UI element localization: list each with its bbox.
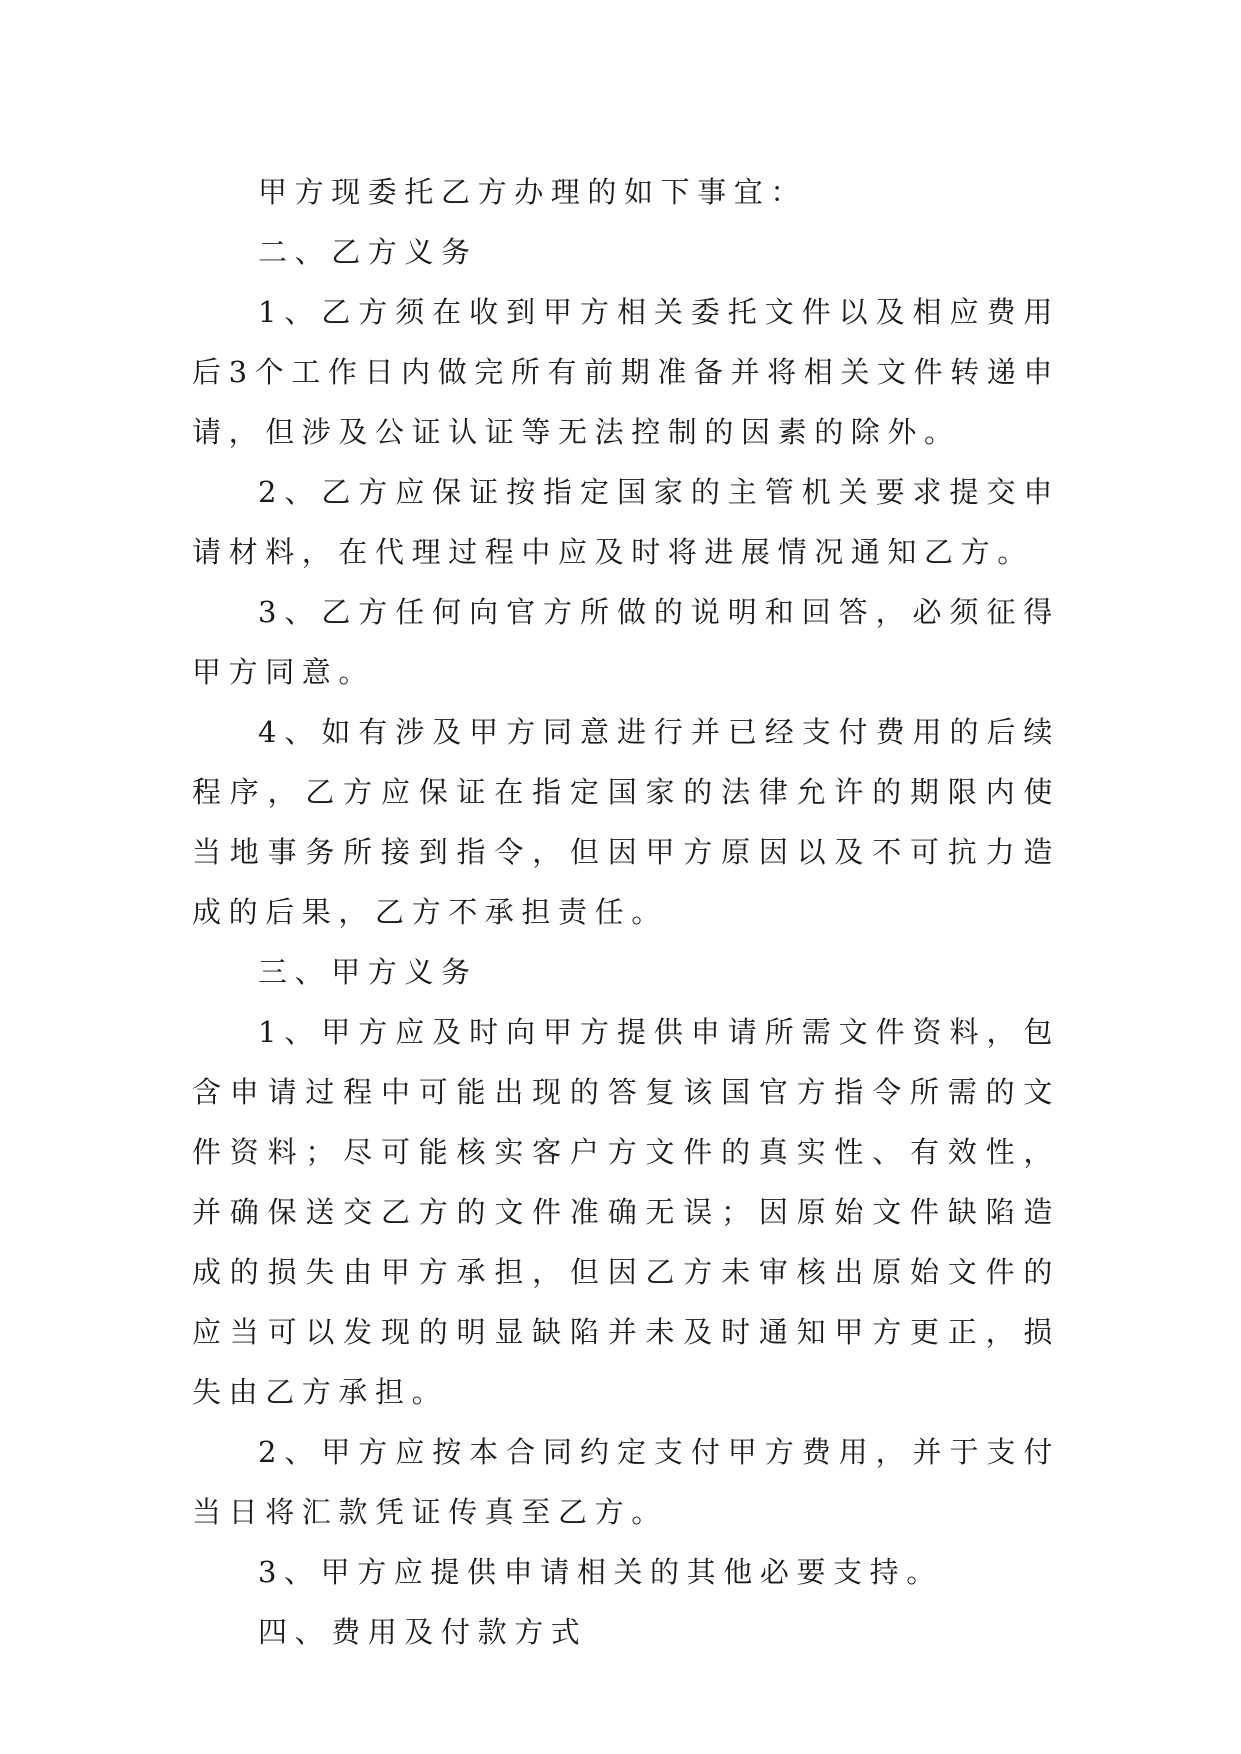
paragraph-a-clause-1: 1、甲方应及时向甲方提供申请所需文件资料，包含申请过程中可能出现的答复该国官方指令所需的文件资料；尽可能核实客户方文件的真实性、有效性，并确保送交乙方的文件准确无误；因原始文件缺陷造成的损失由甲方承担，但因乙方未审核出原始文件的应当可以发现的明显缺陷并未及时通知甲方更正，损失由乙方承担。 [192, 1015, 1060, 1409]
heading-fees-and-payment: 四、费用及付款方式 [258, 1615, 588, 1649]
paragraph-b-clause-2: 2、乙方应保证按指定国家的主管机关要求提交申请材料，在代理过程中应及时将进展情况通知乙方。 [192, 475, 1060, 569]
paragraph-b-clause-1: 1、乙方须在收到甲方相关委托文件以及相应费用后3个工作日内做完所有前期准备并将相关文件转递申请，但涉及公证认证等无法控制的因素的除外。 [192, 295, 1060, 449]
paragraph-b-clause-4: 4、如有涉及甲方同意进行并已经支付费用的后续程序，乙方应保证在指定国家的法律允许的期限内使当地事务所接到指令，但因甲方原因以及不可抗力造成的后果，乙方不承担责任。 [192, 715, 1060, 929]
paragraph-intro: 甲方现委托乙方办理的如下事宜： [258, 175, 808, 209]
heading-party-b-obligations: 二、乙方义务 [258, 235, 478, 269]
paragraph-b-clause-3: 3、乙方任何向官方所做的说明和回答，必须征得甲方同意。 [192, 595, 1060, 689]
paragraph-a-clause-2: 2、甲方应按本合同约定支付甲方费用，并于支付当日将汇款凭证传真至乙方。 [192, 1435, 1060, 1529]
document-body [192, 162, 1060, 1662]
paragraph-a-clause-3: 3、甲方应提供申请相关的其他必要支持。 [258, 1555, 943, 1589]
heading-party-a-obligations: 三、甲方义务 [258, 955, 478, 989]
